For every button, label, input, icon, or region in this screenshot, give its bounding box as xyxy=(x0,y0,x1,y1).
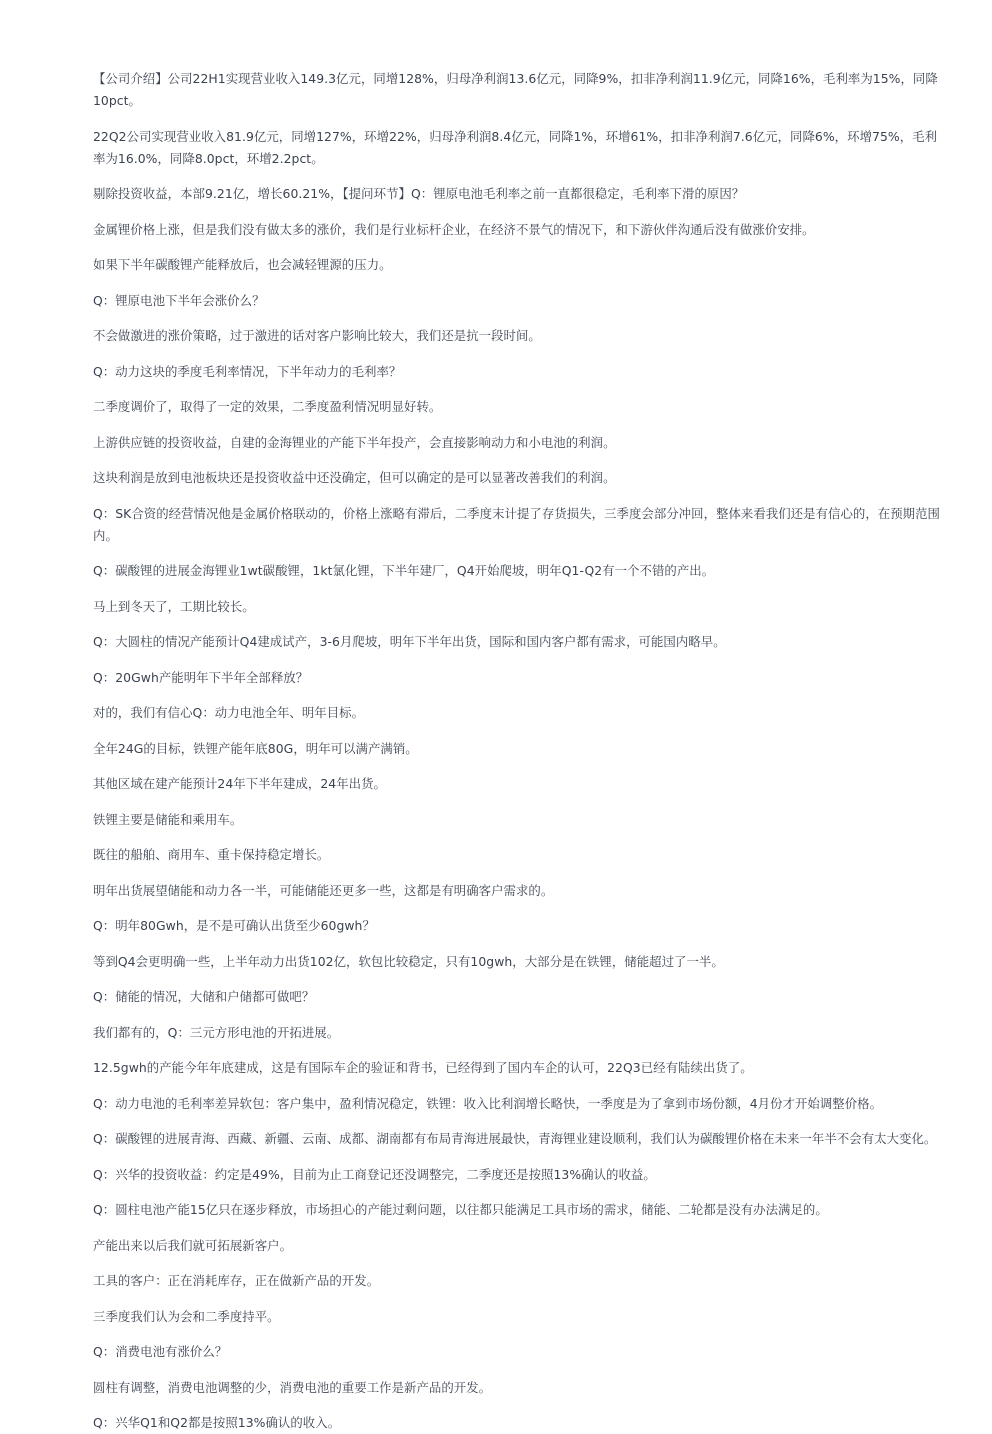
paragraph: 圆柱有调整，消费电池调整的少，消费电池的重要工作是新产品的开发。 xyxy=(93,1379,492,1395)
paragraph: 不会做激进的涨价策略，过于激进的话对客户影响比较大，我们还是抗一段时间。 xyxy=(93,328,541,343)
paragraph: 产能出来以后我们就可拓展新客户。 xyxy=(93,1237,293,1253)
paragraph: 这块利润是放到电池板块还是投资收益中还没确定，但可以确定的是可以显著改善我们的利润。 xyxy=(93,470,616,485)
paragraph: 全年24G的目标，铁锂产能年底80G，明年可以满产满销。 xyxy=(93,740,418,756)
paragraph-question: Q：明年80Gwh，是不是可确认出货至少60gwh？ xyxy=(93,918,375,933)
paragraph: 金属锂价格上涨，但是我们没有做太多的涨价，我们是行业标杆企业，在经济不景气的情况下，和下游伙伴沟通后没有做涨价安排。 xyxy=(93,221,815,237)
paragraph-question: Q：兴华的投资收益：约定是49%，目前为止工商登记还没调整完，二季度还是按照13%确认的收益。 xyxy=(93,1166,656,1182)
paragraph-question: Q：储能的情况，大储和户储都可做吧？ xyxy=(93,989,315,1004)
paragraph-question: Q：兴华Q1和Q2都是按照13%确认的收入。 xyxy=(93,1415,341,1430)
paragraph: 上游供应链的投资收益，自建的金海锂业的产能下半年投产，会直接影响动力和小电池的利润。 xyxy=(93,434,616,450)
paragraph-investment-income: 剔除投资收益，本部9.21亿，增长60.21%，【提问环节】Q：锂原电池毛利率之前一直都很稳定，毛利率下滑的原因？ xyxy=(93,186,745,201)
paragraph: 对的，我们有信心Q：动力电池全年、明年目标。 xyxy=(93,705,365,720)
paragraph-q2-results: 22Q2公司实现营业收入81.9亿元，同增127%，环增22%，归母净利润8.4亿元，同降1%，环增61%，扣非净利润7.6亿元，同降6%，环增75%，毛利率为16.0%，同降8.0pct，环增2.2pct。 xyxy=(93,128,938,166)
paragraph: 12.5gwh的产能今年年底建成，这是有国际车企的验证和背书，已经得到了国内车企的认可，22Q3已经有陆续出货了。 xyxy=(93,1060,753,1075)
paragraph-question: Q：动力电池的毛利率差异软包：客户集中，盈利情况稳定，铁锂：收入比利润增长略快，一季度是为了拿到市场份额，4月份才开始调整价格。 xyxy=(93,1095,883,1111)
paragraph: 马上到冬天了，工期比较长。 xyxy=(93,598,255,614)
paragraph: 既往的船舶、商用车、重卡保持稳定增长。 xyxy=(93,847,330,862)
paragraph-company-intro: 【公司介绍】公司22H1实现营业收入149.3亿元，同增128%，归母净利润13.6亿元，同降9%，扣非净利润11.9亿元，同降16%，毛利率为15%，同降10pct。 xyxy=(93,71,938,108)
paragraph-question: Q：消费电池有涨价么？ xyxy=(93,1344,228,1359)
paragraph: 等到Q4会更明确一些，上半年动力出货102亿，软包比较稳定，只有10gwh，大部分是在铁锂，储能超过了一半。 xyxy=(93,953,724,969)
paragraph: 铁锂主要是储能和乘用车。 xyxy=(93,811,243,827)
paragraph: 二季度调价了，取得了一定的效果，二季度盈利情况明显好转。 xyxy=(93,399,442,414)
paragraph: 明年出货展望储能和动力各一半，可能储能还更多一些，这都是有明确客户需求的。 xyxy=(93,882,554,898)
paragraph-question: Q：动力这块的季度毛利率情况，下半年动力的毛利率？ xyxy=(93,363,402,379)
paragraph-question: Q：碳酸锂的进展金海锂业1wt碳酸锂，1kt氯化锂，下半年建厂，Q4开始爬坡，明年Q1-Q2有一个不错的产出。 xyxy=(93,563,715,578)
paragraph-question: Q：碳酸锂的进展青海、西藏、新疆、云南、成都、湖南都有布局青海进展最快，青海锂业建设顺利，我们认为碳酸锂价格在未来一年半不会有太大变化。 xyxy=(93,1131,937,1146)
paragraph-question: Q：20Gwh产能明年下半年全部释放？ xyxy=(93,669,309,685)
paragraph: 三季度我们认为会和二季度持平。 xyxy=(93,1308,280,1324)
paragraph: 如果下半年碳酸锂产能释放后，也会减轻锂源的压力。 xyxy=(93,257,392,272)
paragraph-question: Q：SK合资的经营情况他是金属价格联动的，价格上涨略有滞后，二季度末计提了存货损失，三季度会部分冲回，整体来看我们还是有信心的，在预期范围内。 xyxy=(93,505,940,543)
paragraph: 工具的客户：正在消耗库存，正在做新产品的开发。 xyxy=(93,1273,380,1288)
paragraph-question: Q：大圆柱的情况产能预计Q4建成试产，3-6月爬坡，明年下半年出货，国际和国内客户都有需求，可能国内略早。 xyxy=(93,634,726,649)
paragraph: 我们都有的，Q：三元方形电池的开拓进展。 xyxy=(93,1024,340,1040)
paragraph: 其他区域在建产能预计24年下半年建成，24年出货。 xyxy=(93,776,386,791)
paragraph-question: Q：锂原电池下半年会涨价么？ xyxy=(93,292,265,308)
paragraph-question: Q：圆柱电池产能15亿只在逐步释放，市场担心的产能过剩问题，以往都只能满足工具市场的需求，储能、二轮都是没有办法满足的。 xyxy=(93,1202,828,1217)
